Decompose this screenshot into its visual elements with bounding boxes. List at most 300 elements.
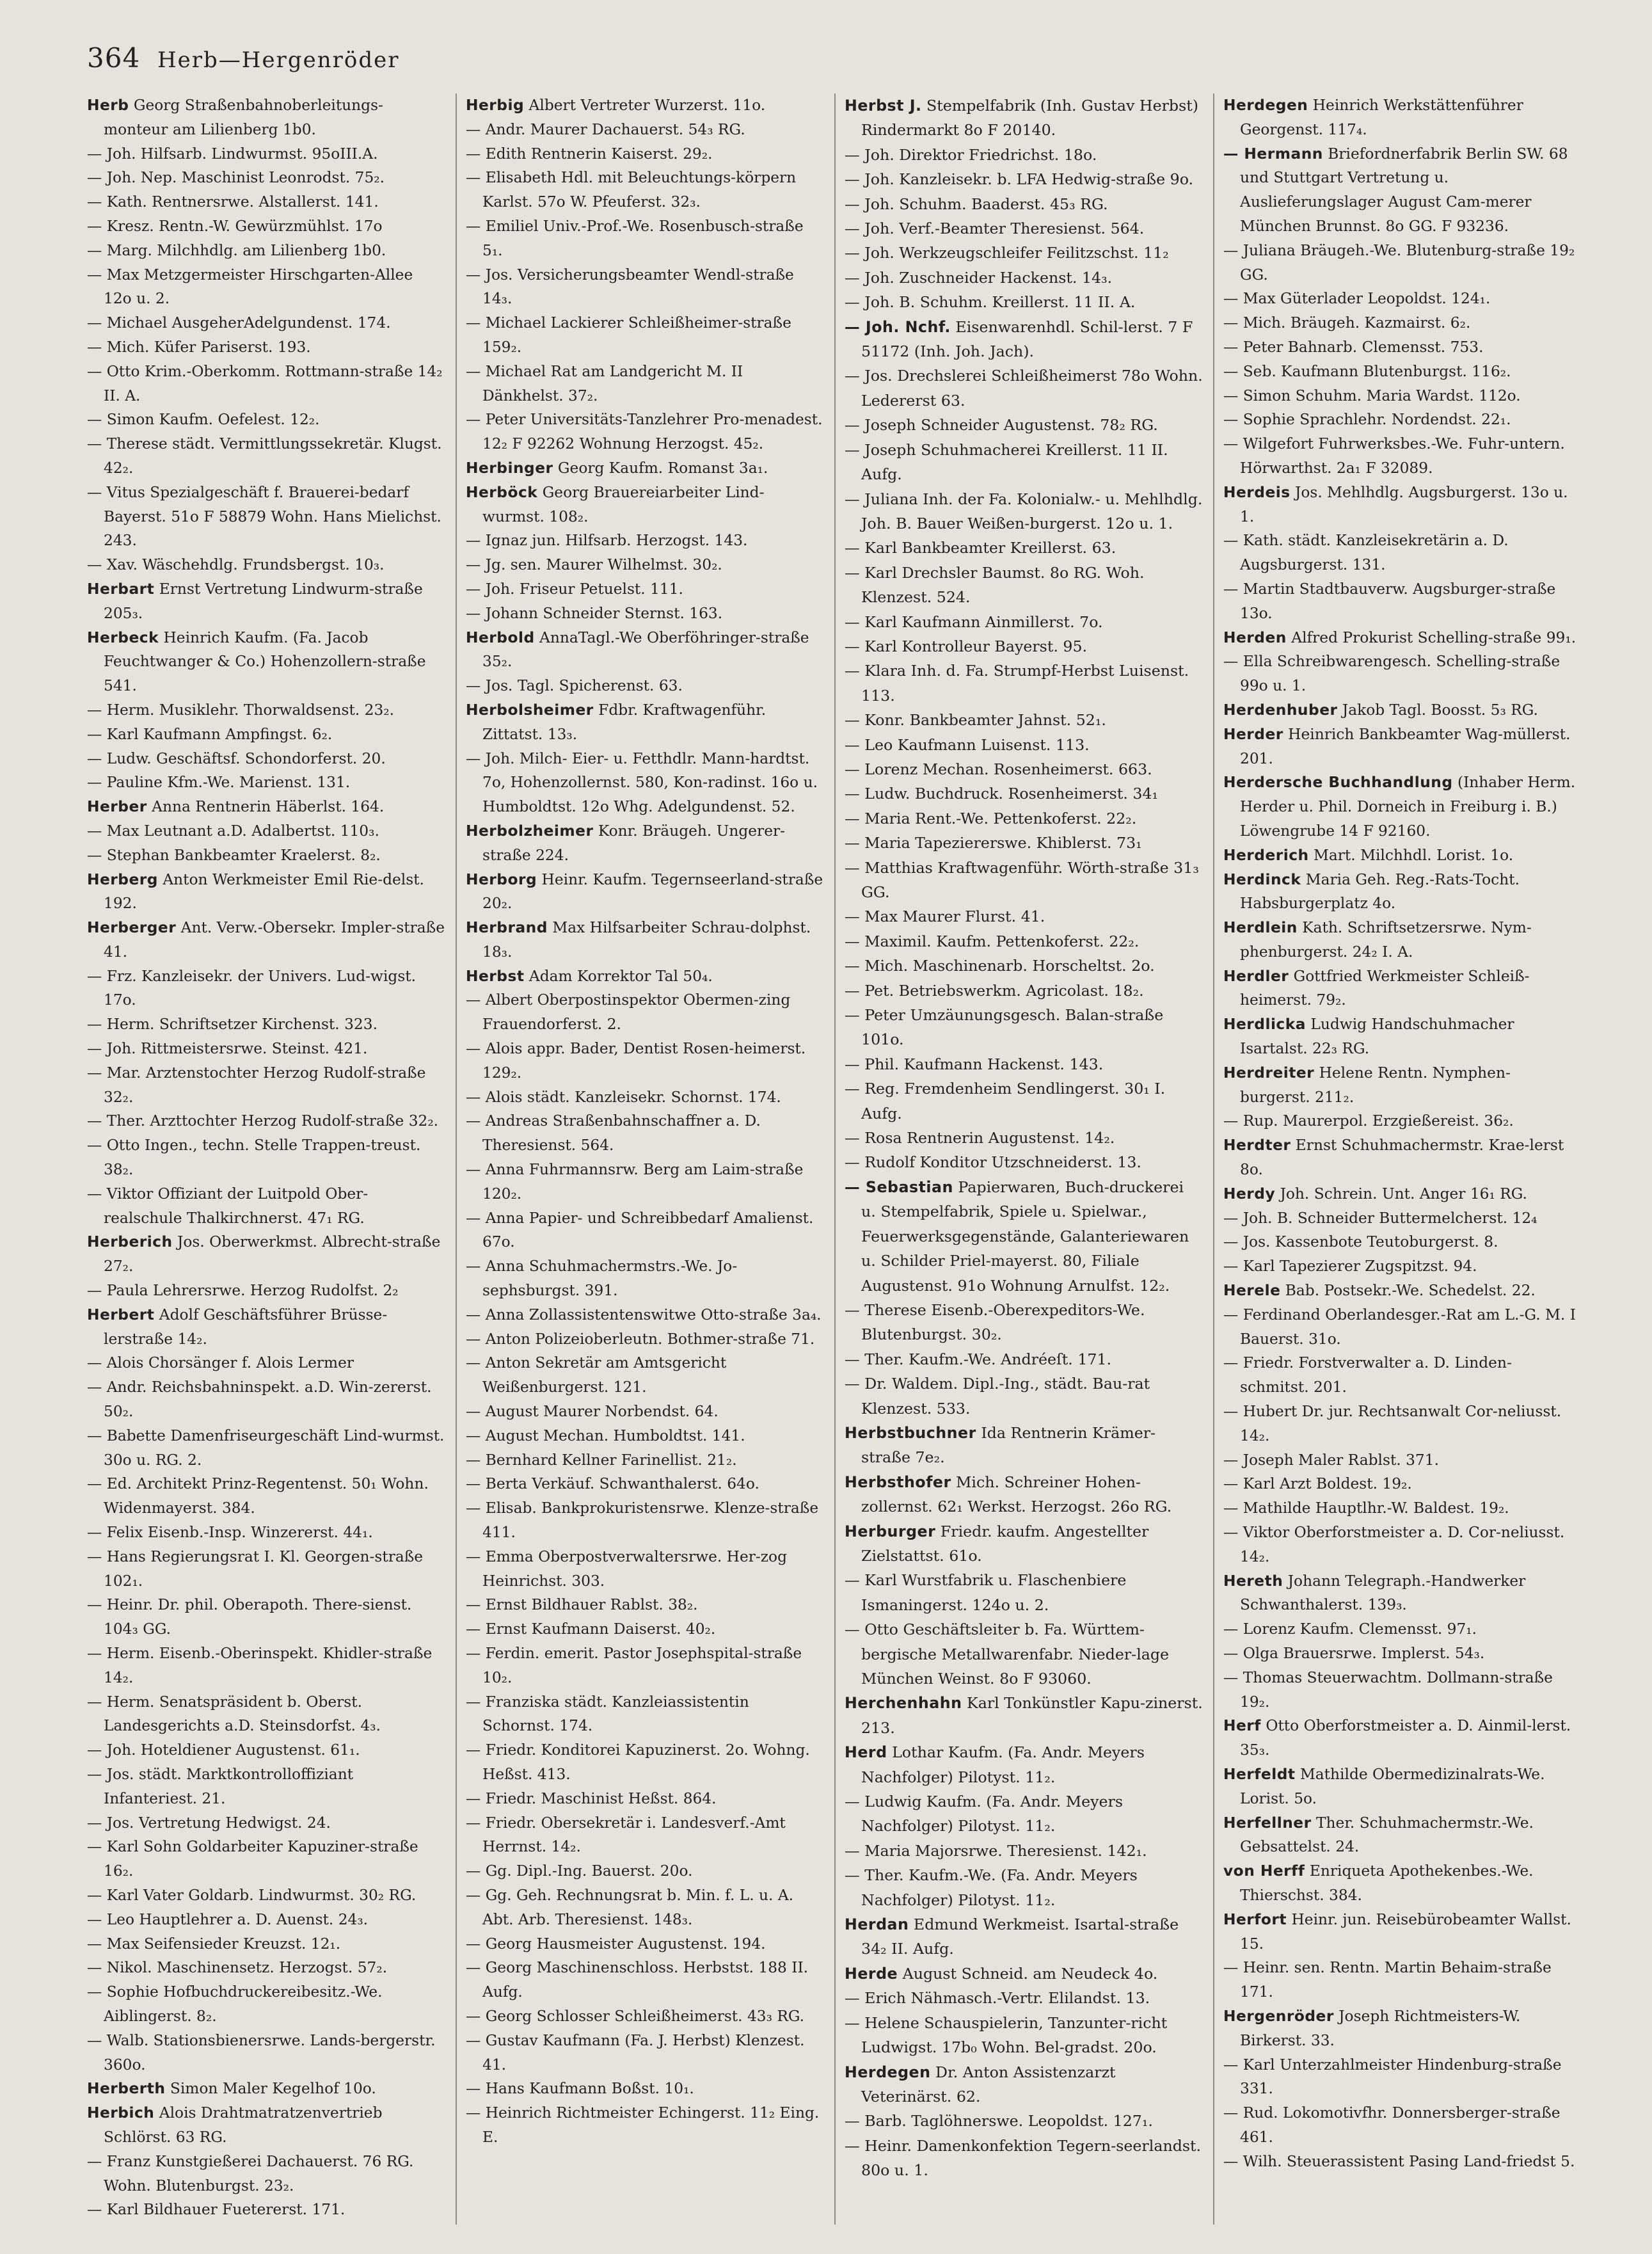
directory-entry <box>87 1956 445 1980</box>
directory-entry <box>466 166 824 214</box>
entry-surname: Herdreiter <box>1223 1064 1315 1082</box>
entry-text: Ernst Schuhmachermstr. Krae-lerst 8o. <box>1240 1137 1564 1179</box>
directory-entry <box>1223 1182 1578 1206</box>
entry-text: — Juliana Bräugeh.-We. Blutenburg-straße 19₂ GG. <box>1223 241 1575 284</box>
entry-text: — Therese Eisenb.-Oberexpeditors-We. Blutenburgst. 30₂. <box>845 1300 1145 1344</box>
directory-entry <box>466 118 824 142</box>
entry-text: — Elisab. Bankprokuristensrwe. Klenze-straße 411. <box>466 1499 819 1542</box>
directory-entry <box>466 1956 824 2004</box>
directory-entry <box>87 408 445 432</box>
entry-text: — Anna Schuhmachermstrs.-We. Jo-sephsburgst. 391. <box>466 1258 738 1300</box>
entry-surname: Herbich <box>87 2104 155 2122</box>
entry-text: — Pet. Betriebswerkm. Agricolast. 18₂. <box>845 981 1144 1000</box>
directory-entry <box>466 1424 824 1448</box>
directory-entry <box>466 2101 824 2150</box>
directory-entry <box>845 315 1203 364</box>
entry-text: — Konr. Bankbeamter Jahnst. 52₁. <box>845 711 1106 730</box>
directory-entry <box>845 1568 1203 1617</box>
entry-text: — Otto Krim.-Oberkomm. Rottmann-straße 14₂ II. A. <box>87 362 443 404</box>
entry-text: — Ludwig Kaufm. (Fa. Andr. Meyers Nachfolger) Pilotyst. 11₂. <box>845 1793 1123 1835</box>
column-3 <box>845 93 1203 2231</box>
directory-entry <box>466 214 824 263</box>
directory-entry <box>466 1158 824 1206</box>
entry-text: — Karl Arzt Boldest. 19₂. <box>1223 1475 1412 1493</box>
entry-text: — Andr. Reichsbahninspekt. a.D. Win-zererst. 50₂. <box>87 1379 432 1421</box>
entry-text: — Heinr. Dr. phil. Oberapoth. There-sienst. 104₃ GG. <box>87 1596 412 1638</box>
entry-text: — Joh. Nep. Maschinist Leonrodst. 75₂. <box>87 169 385 187</box>
entry-text: Georg Straßenbahnoberleitungs-monteur am Lilienberg 1b0. <box>104 97 383 138</box>
directory-entry <box>1223 529 1578 577</box>
column-rule <box>456 93 457 2225</box>
entry-text: — Gg. Geh. Rechnungsrat b. Min. f. L. u. A. Abt. Arb. Theresienst. 148₃. <box>466 1886 794 1928</box>
directory-entry <box>466 1303 824 1327</box>
directory-entry <box>845 1470 1203 1519</box>
entry-text: Fdbr. Kraftwagenführ. Zittatst. 13₃. <box>482 701 766 743</box>
entry-text: — Alois städt. Kanzleisekr. Schornst. 174. <box>466 1088 781 1106</box>
entry-text: Otto Oberforstmeister a. D. Ainmil-lerst. 35₃. <box>1240 1717 1571 1759</box>
entry-surname: Herd <box>845 1743 887 1762</box>
column-2 <box>466 93 824 2231</box>
directory-entry <box>845 290 1203 314</box>
entry-text: — Otto Ingen., techn. Stelle Trappen-treust. 38₂. <box>87 1137 421 1179</box>
entry-text: — Joh. Werkzeugschleifer Feilitzschst. 11₂ <box>845 244 1169 262</box>
entry-text: — Elisabeth Hdl. mit Beleuchtungs-körpern Karlst. 57o W. Pfeuferst. 32₃. <box>466 169 797 211</box>
entry-surname: Herfellner <box>1223 1814 1312 1832</box>
entry-text: — Ludw. Buchdruck. Rosenheimerst. 34₁ <box>845 785 1159 803</box>
entry-text: — Joh. Direktor Friedrichst. 18o. <box>845 145 1097 164</box>
directory-entry <box>87 1883 445 1908</box>
directory-entry <box>845 1912 1203 1962</box>
entry-text: — Heinr. Damenkonfektion Tegern-seerlandst. 80o u. 1. <box>845 2136 1202 2180</box>
entry-surname: Herbert <box>87 1306 155 1323</box>
entry-text: Gottfried Werkmeister Schleiß-heimerst. 79₂. <box>1240 967 1530 1009</box>
entry-text: — Anna Zollassistentenswitwe Otto-straße 3a₄. <box>466 1306 822 1323</box>
directory-entry <box>466 1206 824 1255</box>
entry-text: — Helene Schauspielerin, Tanzunter-richt Ludwigst. 17b₀ Wohn. Bel-gradst. 20o. <box>845 2013 1168 2057</box>
entry-text: — Rudolf Konditor Utzschneiderst. 13. <box>845 1153 1141 1172</box>
entry-text: — Joh. Hilfsarb. Lindwurmst. 95oIII.A. <box>87 145 378 163</box>
entry-text: — Reg. Fremdenheim Sendlingerst. 30₁ I. Aufg. <box>845 1080 1166 1123</box>
entry-text: — Barb. Taglöhnerswe. Leopoldst. 127₁. <box>845 2112 1153 2130</box>
directory-entry <box>1223 1303 1578 1352</box>
entry-text: — Joh. Schuhm. Baaderst. 45₃ RG. <box>845 195 1108 213</box>
entry-surname: Herberg <box>87 870 158 888</box>
directory-entry <box>845 438 1203 487</box>
directory-entry <box>1223 1762 1578 1811</box>
entry-text: — Vitus Spezialgeschäft f. Brauerei-bedarf Bayerst. 51o F 58879 Wohn. Hans Mielichst. 243. <box>87 483 441 550</box>
entry-text: — Karl Vater Goldarb. Lindwurmst. 30₂ RG. <box>87 1886 417 1904</box>
directory-entry <box>87 311 445 335</box>
entry-text: — Alois appr. Bader, Dentist Rosen-heimerst. 129₂. <box>466 1040 806 1082</box>
entry-surname: Herbinger <box>466 459 553 477</box>
entry-text: — Phil. Kaufmann Hackenst. 143. <box>845 1055 1104 1073</box>
directory-entry <box>1223 1351 1578 1400</box>
entry-text: — Stephan Bankbeamter Kraelerst. 8₂. <box>87 846 381 864</box>
entry-text: Heinrich Kaufm. (Fa. Jacob Feuchtwanger & Co.) Hohenzollern-straße 541. <box>104 628 426 695</box>
directory-entry <box>87 2029 445 2077</box>
entry-surname: Herbolzheimer <box>466 822 594 840</box>
directory-entry <box>87 1061 445 1110</box>
entry-text: — Anton Polizeioberleutn. Bothmer-straße 71. <box>466 1330 815 1348</box>
entry-text: — Jos. Tagl. Spicherenst. 63. <box>466 677 683 695</box>
directory-entry <box>845 1740 1203 1789</box>
entry-text: — Simon Schuhm. Maria Wardst. 112o. <box>1223 387 1521 404</box>
directory-entry <box>466 1787 824 1811</box>
entry-surname: Herde <box>845 1964 898 1983</box>
entry-text: Albert Vertreter Wurzerst. 11o. <box>528 97 766 114</box>
entry-text: — Georg Hausmeister Augustenst. 194. <box>466 1935 766 1953</box>
entry-text: — Pauline Kfm.-We. Marienst. 131. <box>87 774 351 792</box>
directory-entry <box>1223 384 1578 408</box>
entry-surname: Herdenhuber <box>1223 701 1338 719</box>
directory-entry <box>87 1182 445 1231</box>
directory-entry <box>87 1835 445 1883</box>
entry-text: Heinr. jun. Reisebürobeamter Wallst. 15. <box>1240 1910 1571 1953</box>
directory-entry <box>466 1400 824 1424</box>
directory-entry <box>845 1347 1203 1371</box>
directory-entry <box>845 536 1203 560</box>
directory-entry <box>466 1254 824 1303</box>
directory-entry <box>845 610 1203 634</box>
entry-text: — Hubert Dr. jur. Rechtsanwalt Cor-neliusst. 14₂. <box>1223 1403 1562 1444</box>
entry-text: Dr. Anton Assistenzarzt Veterinärst. 62. <box>861 2063 1116 2106</box>
entry-text: Heinr. Kaufm. Tegernseerland-straße 20₂. <box>482 870 823 913</box>
entry-text: — Joseph Schuhmacherei Kreillerst. 11 II. Aufg. <box>845 440 1168 484</box>
entry-surname: Herbst J. <box>845 97 922 115</box>
directory-entry <box>466 819 824 868</box>
directory-entry <box>1223 1642 1578 1666</box>
directory-entry <box>466 698 824 747</box>
directory-entry <box>1223 2053 1578 2102</box>
entry-surname: Herbeck <box>87 628 159 646</box>
entry-text: Kath. Schriftsetzersrwe. Nym-phenburgerst. 24₂ I. A. <box>1240 919 1532 961</box>
directory-entry <box>87 843 445 868</box>
entry-text: — Friedr. Forstverwalter a. D. Linden-schmitst. 201. <box>1223 1354 1512 1396</box>
entry-text: — Max Güterlader Leopoldst. 124₁. <box>1223 290 1491 308</box>
directory-entry <box>845 1519 1203 1569</box>
directory-entry <box>87 771 445 795</box>
directory-entry <box>845 659 1203 708</box>
entry-text: — Andr. Maurer Dachauerst. 54₃ RG. <box>466 120 745 138</box>
entry-text: — Andreas Straßenbahnschaffner a. D. Theresienst. 564. <box>466 1112 761 1155</box>
entry-text: — Herm. Senatspräsident b. Oberst. Landesgerichts a.D. Steinsdorfst. 4₃. <box>87 1693 381 1735</box>
directory-entry <box>87 1908 445 1932</box>
directory-entry <box>87 1424 445 1473</box>
directory-entry <box>1223 577 1578 626</box>
entry-text: — Ther. Kaufm.-We. (Fa. Andr. Meyers Nachfolger) Pilotyst. 11₂. <box>845 1866 1138 1909</box>
entry-text: Jos. Mehlhdlg. Augsburgerst. 13o u. 1. <box>1240 483 1568 525</box>
entry-text: — Ferdinand Oberlandesger.-Rat am L.-G. M. I Bauerst. 31o. <box>1223 1306 1576 1348</box>
entry-text: — Georg Maschinenschloss. Herbstst. 188 II. Aufg. <box>466 1959 809 2001</box>
directory-entry <box>1223 239 1578 287</box>
entry-text: — Maria Rent.-We. Pettenkoferst. 22₂. <box>845 809 1137 827</box>
entry-text: — Simon Kaufm. Oefelest. 12₂. <box>87 411 320 429</box>
directory-entry <box>1223 1496 1578 1521</box>
entry-surname: Herdan <box>845 1915 909 1934</box>
entry-text: Heinrich Bankbeamter Wag-müllerst. 201. <box>1240 725 1571 767</box>
entry-surname: Herfeldt <box>1223 1765 1296 1783</box>
directory-entry <box>466 142 824 166</box>
entry-text: — Heinr. sen. Rentn. Martin Behaim-straße 171. <box>1223 1959 1552 2001</box>
entry-text: — Therese städt. Vermittlungssekretär. Klugst. 42₂. <box>87 435 442 477</box>
entry-text: — Michael Lackierer Schleißheimer-straße 159₂. <box>466 314 791 356</box>
entry-text: Adolf Geschäftsführer Brüsse-lerstraße 14₂. <box>104 1306 388 1348</box>
directory-entry <box>87 2101 445 2150</box>
entry-text: — Max Metzgermeister Hirschgarten-Allee 12o u. 2. <box>87 266 413 308</box>
entry-text: — Friedr. Konditorei Kapuzinerst. 2o. Wohng. Heßst. 413. <box>466 1741 810 1783</box>
entry-text: August Schneid. am Neudeck 4o. <box>902 1964 1158 1983</box>
directory-entry <box>466 602 824 626</box>
directory-entry <box>87 1762 445 1811</box>
directory-entry <box>466 1448 824 1473</box>
directory-entry <box>1223 698 1578 723</box>
entry-text: — August Maurer Norbendst. 64. <box>466 1403 719 1421</box>
directory-entry <box>845 1371 1203 1421</box>
directory-entry <box>87 239 445 263</box>
entry-text: — Mich. Maschinenarb. Horscheltst. 2o. <box>845 957 1155 975</box>
entry-text: Friedr. kaufm. Angestellter Zielstattst. 61o. <box>861 1522 1149 1565</box>
entry-surname: Herber <box>87 798 147 816</box>
entry-surname: Herdeis <box>1223 483 1291 501</box>
entry-text: — Michael Rat am Landgericht M. II Dänkhelst. 37₂. <box>466 362 743 404</box>
directory-entry <box>1223 1109 1578 1133</box>
entry-surname: Herdinck <box>1223 870 1301 888</box>
entry-text: — Max Seifensieder Kreuzst. 12₁. <box>87 1935 341 1953</box>
directory-entry <box>466 1617 824 1642</box>
directory-entry <box>845 733 1203 757</box>
directory-entry <box>1223 1061 1578 1110</box>
directory-entry <box>466 2004 824 2029</box>
entry-text: — Frz. Kanzleisekr. der Univers. Lud-wigst. 17o. <box>87 967 417 1009</box>
entry-surname: Herborg <box>466 870 537 888</box>
entry-text: — Michael AusgeherAdelgundenst. 174. <box>87 314 391 332</box>
entry-text: — Emiliel Univ.-Prof.-We. Rosenbusch-straße 5₁. <box>466 217 804 259</box>
directory-entry <box>466 481 824 529</box>
entry-text: — Joh. Zuschneider Hackenst. 14₃. <box>845 268 1113 287</box>
directory-entry <box>1223 1254 1578 1279</box>
directory-entry <box>845 634 1203 659</box>
entry-text: — Seb. Kaufmann Blutenburgst. 116₂. <box>1223 362 1511 380</box>
entry-text: — Kath. Rentnersrwe. Alstallerst. 141. <box>87 193 379 211</box>
directory-entry <box>87 1545 445 1594</box>
directory-entry <box>87 1690 445 1739</box>
entry-surname: Herf <box>1223 1717 1261 1735</box>
entry-text: Johann Telegraph.-Handwerker Schwanthalerst. 139₃. <box>1240 1572 1526 1614</box>
entry-text: — Karl Unterzahlmeister Hindenburg-straße 331. <box>1223 2056 1562 2098</box>
entry-text: Max Hilfsarbeiter Schrau-dolphst. 18₃. <box>482 919 811 961</box>
directory-entry <box>87 1230 445 1279</box>
entry-text: (Inhaber Herm. Herder u. Phil. Dorneich in Freiburg i. B.) Löwengrube 14 F 92160. <box>1240 774 1576 840</box>
directory-entry <box>845 413 1203 437</box>
entry-text: — Johann Schneider Sternst. 163. <box>466 604 723 622</box>
directory-entry <box>466 1545 824 1594</box>
directory-entry <box>87 2150 445 2198</box>
entry-text: Briefordnerfabrik Berlin SW. 68 und Stuttgart Vertretung u. Auslieferungslager August Cam-merer München Brunnst. 8o GG. F 93236. <box>1240 145 1568 235</box>
entry-text: Adam Korrektor Tal 50₄. <box>528 967 713 985</box>
directory-entry <box>845 192 1203 216</box>
entry-text: — Klara Inh. d. Fa. Strumpf-Herbst Luisenst. 113. <box>845 662 1189 705</box>
entry-text: — Rup. Maurerpol. Erzgießereist. 36₂. <box>1223 1112 1514 1130</box>
entry-text: Helene Rentn. Nymphen-burgerst. 211₂. <box>1240 1064 1511 1106</box>
entry-surname: Herdlicka <box>1223 1016 1306 1034</box>
entry-surname: Herdegen <box>1223 97 1308 114</box>
entry-text: — Ernst Kaufmann Daiserst. 40₂. <box>466 1620 716 1638</box>
directory-entry <box>1223 1908 1578 1956</box>
entry-text: — Martin Stadtbauverw. Augsburger-straße 13o. <box>1223 580 1556 622</box>
entry-text: Georg Brauereiarbeiter Lind-wurmst. 108₂. <box>482 483 765 525</box>
directory-entry <box>466 1496 824 1545</box>
directory-entry <box>87 1133 445 1182</box>
entry-surname: Hereth <box>1223 1572 1283 1590</box>
entry-surname: Herele <box>1223 1282 1281 1300</box>
directory-entry <box>87 553 445 577</box>
entry-text: — Thomas Steuerwachtm. Dollmann-straße 19₂. <box>1223 1668 1553 1711</box>
directory-entry <box>466 674 824 698</box>
directory-entry <box>1223 1133 1578 1182</box>
entry-text: — Joh. Kanzleisekr. b. LFA Hedwig-straße 9o. <box>845 170 1194 189</box>
entry-text: — Georg Schlosser Schleißheimerst. 43₃ RG. <box>466 2007 805 2025</box>
directory-entry <box>1223 626 1578 650</box>
directory-entry <box>466 916 824 964</box>
entry-text: Enriqueta Apothekenbes.-We. Thierschst. 384. <box>1240 1862 1534 1904</box>
entry-surname: Herderich <box>1223 846 1309 864</box>
entry-text: — Joseph Maler Rablst. 371. <box>1223 1451 1439 1469</box>
entry-text: — Ludw. Geschäftsf. Schondorferst. 20. <box>87 749 386 767</box>
directory-entry <box>845 266 1203 290</box>
directory-entry <box>1223 1279 1578 1303</box>
column-rule <box>834 93 836 2225</box>
directory-entry <box>845 241 1203 265</box>
directory-entry <box>1223 723 1578 771</box>
directory-entry <box>845 856 1203 905</box>
entry-text: — Mich. Küfer Pariserst. 193. <box>87 338 311 356</box>
directory-entry <box>1223 2004 1578 2053</box>
directory-entry <box>87 432 445 481</box>
entry-text: Ant. Verw.-Obersekr. Impler-straße 41. <box>104 919 445 961</box>
directory-entry <box>87 747 445 771</box>
entry-text: — Lorenz Kaufm. Clemensst. 97₁. <box>1223 1620 1477 1638</box>
directory-entry <box>87 819 445 843</box>
entry-text: Anna Rentnerin Häberlst. 164. <box>152 798 385 816</box>
entry-text: Joseph Richtmeisters-W. Birkerst. 33. <box>1240 2007 1521 2049</box>
entry-text: — Matthias Kraftwagenführ. Wörth-straße 31₃ GG. <box>845 858 1199 901</box>
directory-entry <box>87 214 445 239</box>
directory-entry <box>845 1839 1203 1863</box>
entry-surname: Herdler <box>1223 967 1289 985</box>
directory-entry <box>845 2060 1203 2109</box>
directory-entry <box>466 1037 824 1085</box>
directory-entry <box>466 1690 824 1739</box>
entry-text: Alfred Prokurist Schelling-straße 99₁. <box>1291 628 1577 646</box>
directory-entry <box>1223 287 1578 311</box>
entry-surname: — Sebastian <box>845 1178 953 1196</box>
entry-text: — Peter Universitäts-Tanzlehrer Pro-menadest. 12₂ F 92262 Wohnung Herzogst. 45₂. <box>466 411 823 453</box>
entry-text: — Mathilde Hauptlhr.-W. Baldest. 19₂. <box>1223 1499 1509 1517</box>
directory-entry <box>466 1593 824 1617</box>
entry-text: — Joh. Hoteldiener Augustenst. 61₁. <box>87 1741 360 1759</box>
entry-text: — Walb. Stationsbienersrwe. Lands-bergerstr. 360o. <box>87 2031 436 2074</box>
entry-text: — Lorenz Mechan. Rosenheimerst. 663. <box>845 760 1152 778</box>
entry-surname: Herb <box>87 97 129 114</box>
directory-entry <box>1223 1400 1578 1448</box>
entry-text: — Xav. Wäschehdlg. Frundsbergst. 10₃. <box>87 556 385 574</box>
entry-text: — Kresz. Rentn.-W. Gewürzmühlst. 17o <box>87 217 383 235</box>
entry-text: Anton Werkmeister Emil Rie-delst. 192. <box>104 870 424 913</box>
entry-text: — Juliana Inh. der Fa. Kolonialw.- u. Mehlhdlg. Joh. B. Bauer Weißen-burgerst. 12o u. 1. <box>845 490 1203 532</box>
entry-text: — Hans Regierungsrat I. Kl. Georgen-straße 102₁. <box>87 1547 424 1590</box>
entry-text: — Herm. Musiklehr. Thorwaldsenst. 23₂. <box>87 701 395 719</box>
entry-text: — Karl Sohn Goldarbeiter Kapuziner-straße 16₂. <box>87 1838 418 1880</box>
entry-text: Mich. Schreiner Hohen-zollernst. 62₁ Werkst. Herzogst. 26o RG. <box>861 1473 1172 1516</box>
entry-surname: Herfort <box>1223 1910 1287 1928</box>
entry-surname: Herbrand <box>466 919 548 937</box>
entry-text: — Maximil. Kaufm. Pettenkoferst. 22₂. <box>845 932 1140 950</box>
entry-text: — Joh. Milch- Eier- u. Fetthdlr. Mann-hardtst. 7o, Hohenzollernst. 580, Kon-radinst. 16o u. Humboldtst. 12o Whg. Adelgundenst. 52. <box>466 749 818 816</box>
entry-text: — Joh. B. Schneider Buttermelcherst. 12₄ <box>1223 1209 1537 1227</box>
entry-text: — Kath. städt. Kanzleisekretärin a. D. Augsburgerst. 131. <box>1223 532 1509 574</box>
entry-text: — Ernst Bildhauer Rablst. 38₂. <box>466 1596 698 1614</box>
entry-text: — Viktor Offiziant der Luitpold Ober-realschule Thalkirchnerst. 47₁ RG. <box>87 1185 369 1227</box>
entry-text: Mathilde Obermedizinalrats-We. Lorist. 5o. <box>1240 1765 1545 1807</box>
entry-text: — Berta Verkäuf. Schwanthalerst. 64o. <box>466 1475 759 1493</box>
directory-entry <box>466 964 824 989</box>
directory-entry <box>1223 1859 1578 1908</box>
directory-entry <box>845 1789 1203 1839</box>
entry-text: — Ferdin. emerit. Pastor Josephspital-straße 10₂. <box>466 1645 802 1686</box>
directory-entry <box>87 1521 445 1545</box>
directory-entry <box>845 1962 1203 1986</box>
column-rule <box>1213 93 1214 2225</box>
entry-surname: Herbolsheimer <box>466 701 594 719</box>
entry-text: — Leo Kaufmann Luisenst. 113. <box>845 735 1090 754</box>
directory-entry <box>1223 481 1578 529</box>
directory-entry <box>845 143 1203 167</box>
directory-entry <box>87 481 445 553</box>
directory-entry <box>466 553 824 577</box>
directory-entry <box>845 561 1203 610</box>
entry-text: Lothar Kaufm. (Fa. Andr. Meyers Nachfolger) Pilotyst. 11₂. <box>861 1743 1145 1786</box>
directory-entry <box>466 1327 824 1352</box>
entry-text: — Jos. Vertretung Hedwigst. 24. <box>87 1814 331 1832</box>
directory-entry <box>845 708 1203 732</box>
entry-text: — Wilh. Steuerassistent Pasing Land-friedst 5. <box>1223 2152 1575 2170</box>
directory-entry <box>466 868 824 916</box>
entry-surname: Herbstbuchner <box>845 1423 976 1442</box>
entry-surname: Herden <box>1223 628 1287 646</box>
directory-entry <box>466 2077 824 2101</box>
entry-text: — Karl Kaufmann Ainmillerst. 7o. <box>845 612 1103 631</box>
directory-entry <box>845 1052 1203 1076</box>
directory-entry <box>845 1298 1203 1347</box>
entry-text: Joh. Schrein. Unt. Anger 16₁ RG. <box>1280 1185 1527 1203</box>
entry-surname: Herder <box>1223 725 1283 743</box>
directory-entry <box>466 529 824 553</box>
directory-entry <box>1223 1617 1578 1642</box>
entry-text: — Ther. Kaufm.-We. Andréeſt. 171. <box>845 1350 1112 1368</box>
page-number: 364 <box>87 42 141 74</box>
directory-entry <box>845 2011 1203 2060</box>
directory-entry <box>87 964 445 1013</box>
entry-text: AnnaTagl.-We Oberföhringer-straße 35₂. <box>482 628 809 671</box>
entry-text: — Jg. sen. Maurer Wilhelmst. 30₂. <box>466 556 722 574</box>
entry-text: — Edith Rentnerin Kaiserst. 29₂. <box>466 145 713 163</box>
directory-entry <box>466 311 824 360</box>
entry-text: — Gustav Kaufmann (Fa. J. Herbst) Klenzest. 41. <box>466 2031 805 2074</box>
entry-text: — Babette Damenfriseurgeschäft Lind-wurmst. 30o u. RG. 2. <box>87 1427 445 1469</box>
directory-entry <box>466 1738 824 1787</box>
directory-entry <box>87 1303 445 1352</box>
directory-entry <box>87 916 445 964</box>
